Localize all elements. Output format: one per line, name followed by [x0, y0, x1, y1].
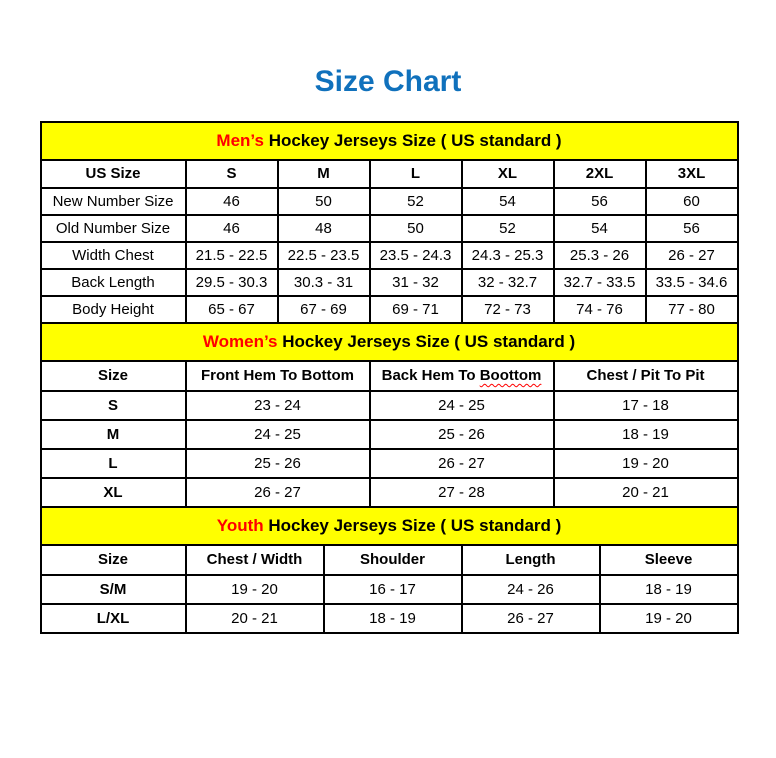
size-cell: 33.5 - 34.6	[646, 269, 738, 296]
size-cell: 32 - 32.7	[462, 269, 554, 296]
row-label: Width Chest	[41, 242, 186, 269]
col-header: Size	[41, 545, 186, 575]
table-row	[41, 449, 738, 478]
col-header: Chest / Width	[186, 545, 324, 575]
size-cell: 48	[278, 215, 370, 242]
back-hem-prefix: Back Hem To	[381, 367, 476, 384]
size-cell: 32.7 - 33.5	[554, 269, 646, 296]
col-header: Chest / Pit To Pit	[554, 361, 738, 391]
col-header: M	[278, 160, 370, 188]
row-label: XL	[41, 478, 186, 507]
youth-section-highlight: Youth	[216, 515, 264, 535]
size-cell: 26 - 27	[462, 604, 600, 633]
size-cell: 72 - 73	[462, 296, 554, 323]
womens-section-title-rest: Hockey Jerseys Size ( US standard )	[282, 331, 576, 351]
col-header: Size	[41, 361, 186, 391]
mens-section-band	[41, 122, 738, 160]
size-cell: 19 - 20	[186, 575, 324, 604]
size-cell: 65 - 67	[186, 296, 278, 323]
size-cell: 50	[278, 188, 370, 215]
size-cell: 74 - 76	[554, 296, 646, 323]
size-cell: 54	[462, 188, 554, 215]
col-header: XL	[462, 160, 554, 188]
size-cell: 24 - 25	[370, 391, 554, 420]
col-header: S	[186, 160, 278, 188]
col-header: 2XL	[554, 160, 646, 188]
size-cell: 23.5 - 24.3	[370, 242, 462, 269]
col-header: Sleeve	[600, 545, 738, 575]
size-cell: 46	[186, 188, 278, 215]
size-chart	[40, 121, 737, 634]
size-cell: 52	[462, 215, 554, 242]
row-label: L	[41, 449, 186, 478]
size-cell: 18 - 19	[554, 420, 738, 449]
size-cell: 19 - 20	[554, 449, 738, 478]
table-row	[41, 478, 738, 507]
size-cell: 18 - 19	[324, 604, 462, 633]
table-row	[41, 215, 738, 242]
size-cell: 54	[554, 215, 646, 242]
size-cell: 56	[554, 188, 646, 215]
size-cell: 21.5 - 22.5	[186, 242, 278, 269]
size-cell: 69 - 71	[370, 296, 462, 323]
table-row	[41, 391, 738, 420]
row-label: New Number Size	[41, 188, 186, 215]
size-cell: 17 - 18	[554, 391, 738, 420]
col-header: 3XL	[646, 160, 738, 188]
womens-size-table	[40, 322, 739, 508]
table-row	[41, 242, 738, 269]
youth-section-band	[41, 507, 738, 545]
col-header: L	[370, 160, 462, 188]
row-label: Back Length	[41, 269, 186, 296]
size-cell: 22.5 - 23.5	[278, 242, 370, 269]
mens-section-highlight: Men’s	[216, 130, 264, 150]
table-row	[41, 269, 738, 296]
womens-section-highlight: Women’s	[202, 331, 278, 351]
size-cell: 20 - 21	[186, 604, 324, 633]
size-cell: 25.3 - 26	[554, 242, 646, 269]
mens-size-table	[40, 121, 739, 324]
size-cell: 77 - 80	[646, 296, 738, 323]
row-label: Body Height	[41, 296, 186, 323]
size-cell: 23 - 24	[186, 391, 370, 420]
size-cell: 24 - 26	[462, 575, 600, 604]
col-header: Length	[462, 545, 600, 575]
col-header: US Size	[41, 160, 186, 188]
col-header: Shoulder	[324, 545, 462, 575]
size-cell: 19 - 20	[600, 604, 738, 633]
size-cell: 24 - 25	[186, 420, 370, 449]
size-cell: 26 - 27	[370, 449, 554, 478]
size-cell: 24.3 - 25.3	[462, 242, 554, 269]
size-cell: 52	[370, 188, 462, 215]
size-cell: 30.3 - 31	[278, 269, 370, 296]
size-cell: 25 - 26	[186, 449, 370, 478]
size-cell: 56	[646, 215, 738, 242]
size-cell: 16 - 17	[324, 575, 462, 604]
size-cell: 60	[646, 188, 738, 215]
table-row	[41, 604, 738, 633]
youth-size-table	[40, 506, 739, 634]
row-label: M	[41, 420, 186, 449]
mens-header-row	[41, 160, 738, 188]
row-label: Old Number Size	[41, 215, 186, 242]
table-row	[41, 575, 738, 604]
col-header-back-hem	[370, 361, 554, 391]
size-cell: 50	[370, 215, 462, 242]
size-cell: 18 - 19	[600, 575, 738, 604]
size-cell: 29.5 - 30.3	[186, 269, 278, 296]
table-row	[41, 296, 738, 323]
size-cell: 67 - 69	[278, 296, 370, 323]
mens-section-title	[41, 122, 738, 160]
row-label: S/M	[41, 575, 186, 604]
size-cell: 46	[186, 215, 278, 242]
youth-section-title-rest: Hockey Jerseys Size ( US standard )	[268, 515, 562, 535]
womens-header-row	[41, 361, 738, 391]
womens-section-title	[41, 323, 738, 361]
youth-section-title	[41, 507, 738, 545]
youth-header-row	[41, 545, 738, 575]
col-header: Front Hem To Bottom	[186, 361, 370, 391]
table-row	[41, 420, 738, 449]
row-label: L/XL	[41, 604, 186, 633]
womens-section-band	[41, 323, 738, 361]
mens-section-title-rest: Hockey Jerseys Size ( US standard )	[268, 130, 562, 150]
size-cell: 26 - 27	[646, 242, 738, 269]
size-cell: 26 - 27	[186, 478, 370, 507]
table-row	[41, 188, 738, 215]
size-cell: 27 - 28	[370, 478, 554, 507]
size-cell: 25 - 26	[370, 420, 554, 449]
page-title: Size Chart	[314, 65, 462, 98]
size-cell: 20 - 21	[554, 478, 738, 507]
row-label: S	[41, 391, 186, 420]
back-hem-misspelled-word: Boottom	[479, 367, 542, 384]
size-cell: 31 - 32	[370, 269, 462, 296]
